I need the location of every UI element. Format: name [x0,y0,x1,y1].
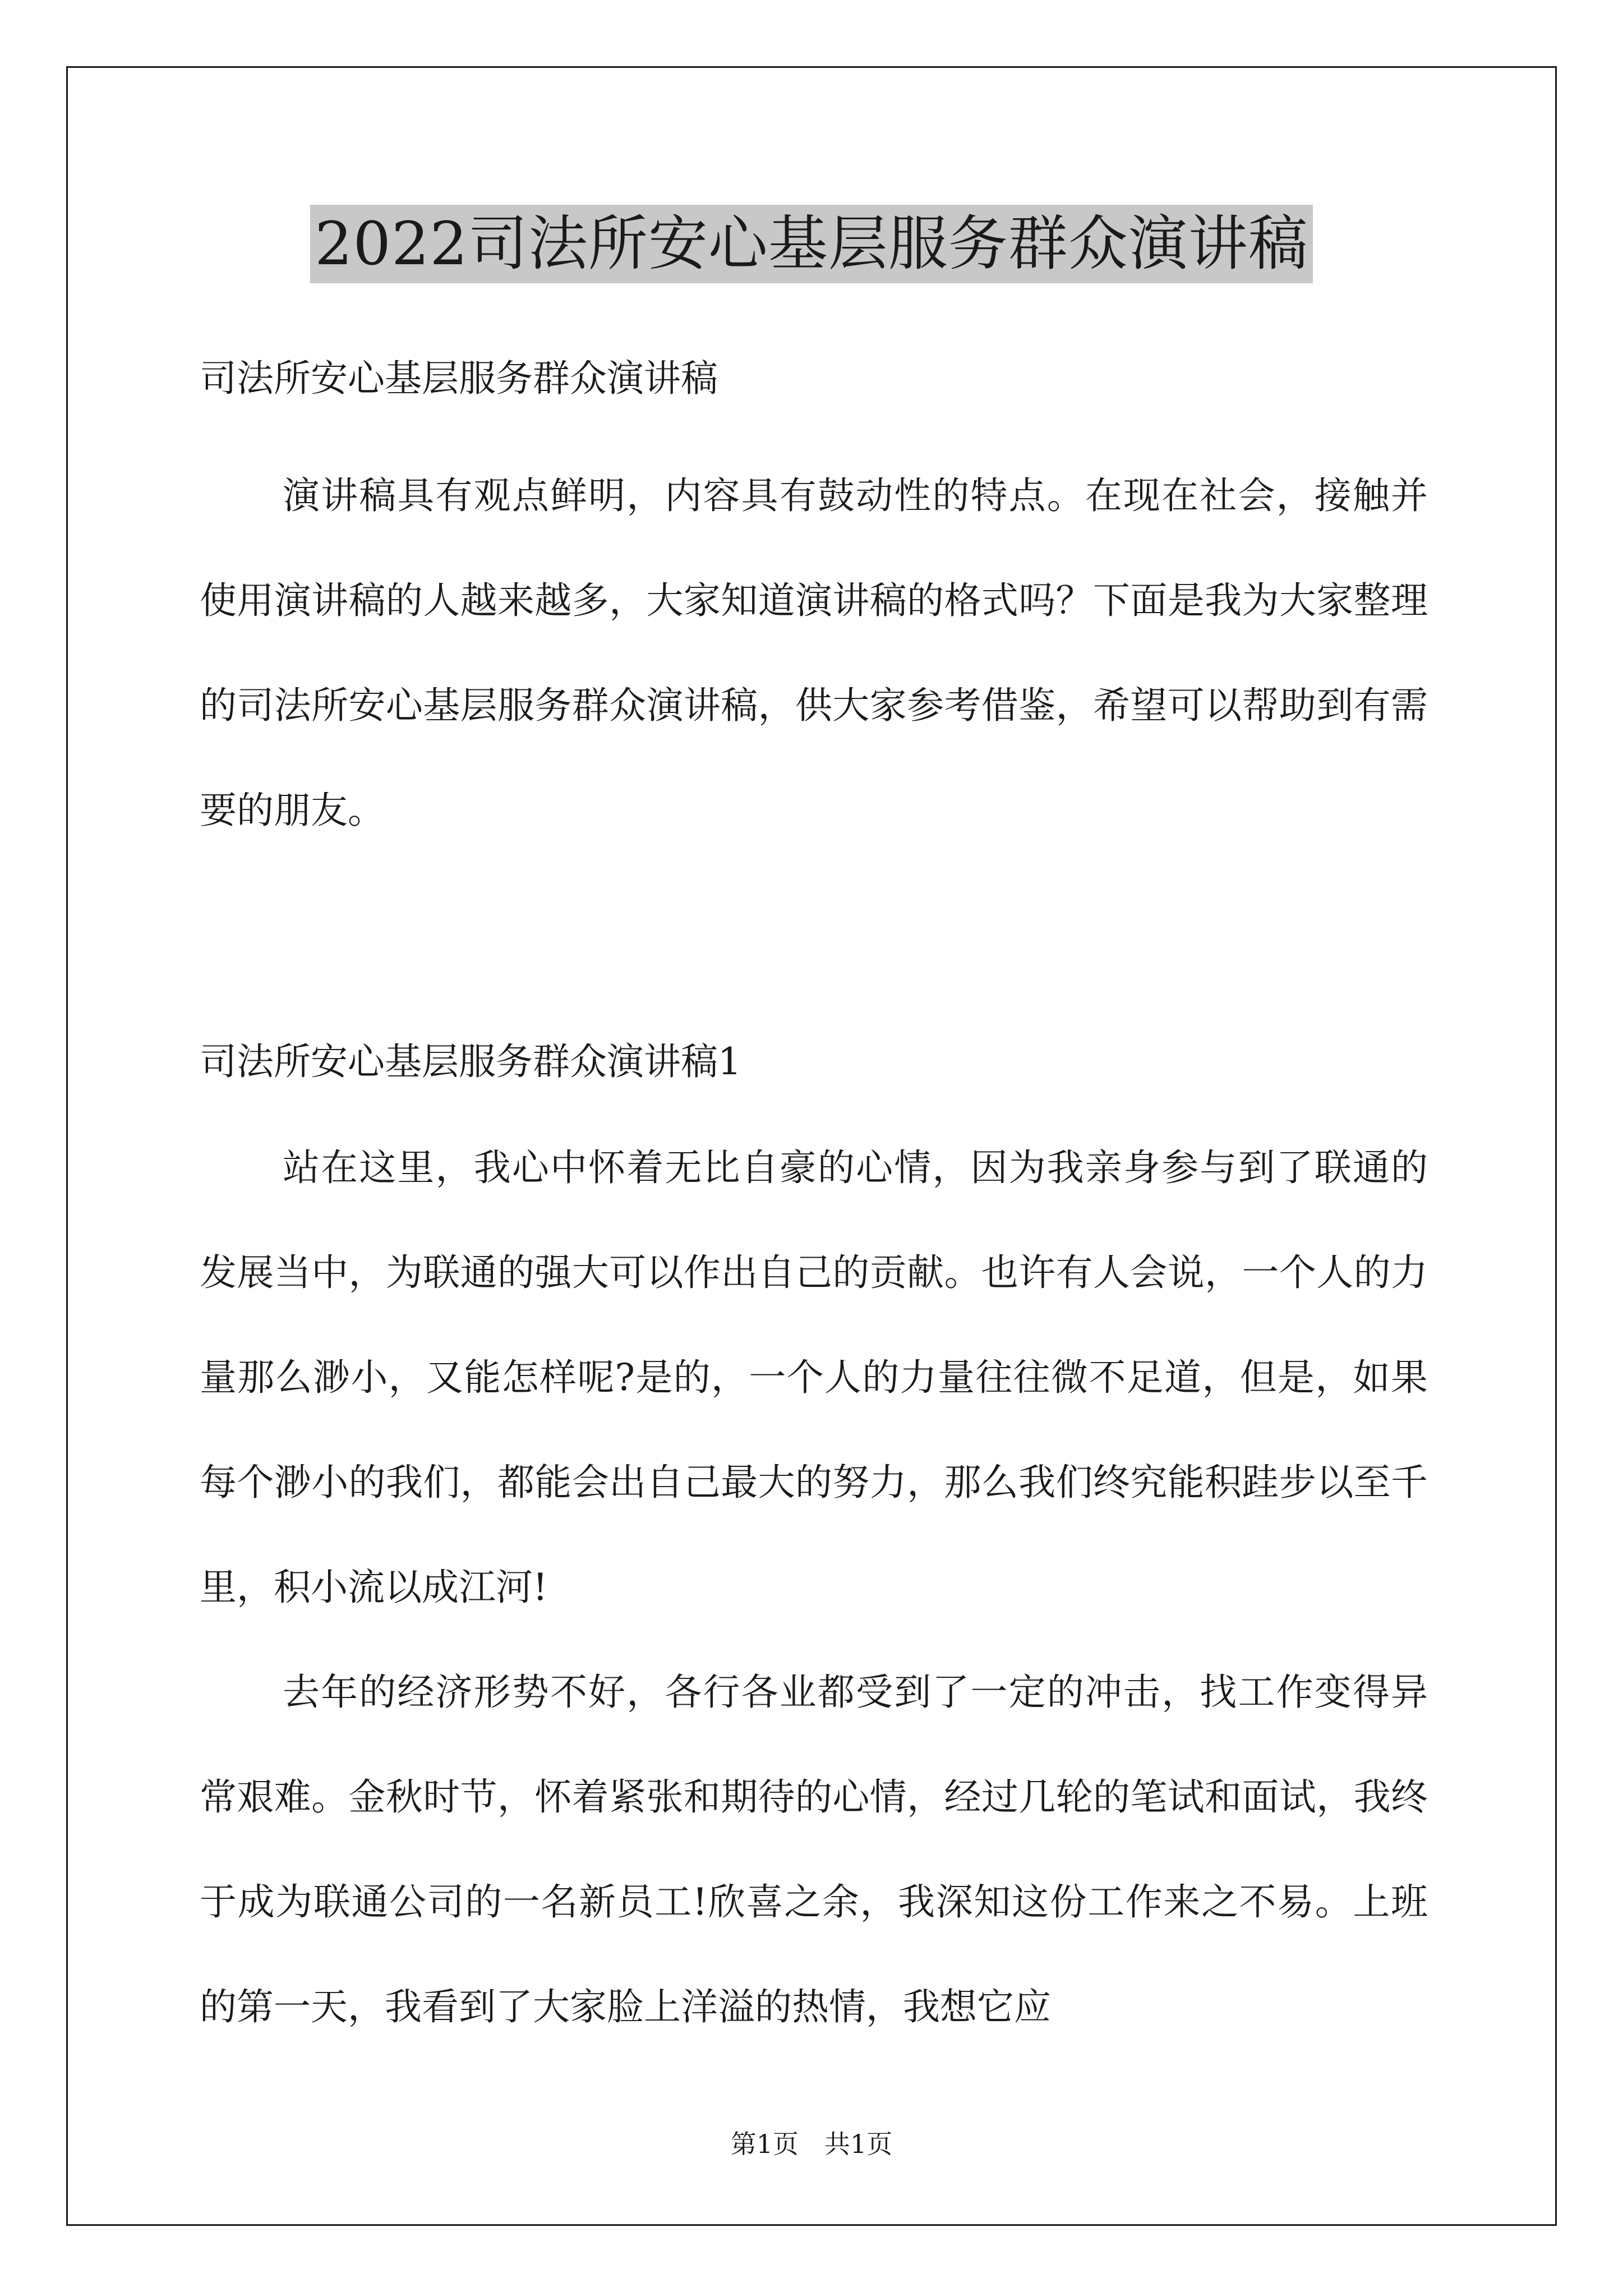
intro-paragraph: 演讲稿具有观点鲜明，内容具有鼓动性的特点。在现在社会，接触并使用演讲稿的人越来越多，大家知道演讲稿的格式吗？下面是我为大家整理的司法所安心基层服务群众演讲稿，供大家参考借鉴，希望可以帮助到有需要的朋友。 [200,474,1428,832]
page-footer: 第1页 共1页 [730,2129,893,2159]
section-paragraph-1: 站在这里，我心中怀着无比自豪的心情，因为我亲身参与到了联通的发展当中，为联通的强大可以作出自己的贡献。也许有人会说，一个人的力量那么渺小，又能怎样呢?是的，一个人的力量往往微不足道，但是，如果每个渺小的我们，都能会出自己最大的努力，那么我们终究能积跬步以至千里，积小流以成江河! [200,1146,1428,1609]
section-heading: 司法所安心基层服务群众演讲稿1 [200,1040,741,1083]
document-body [200,348,1428,2059]
document-subtitle: 司法所安心基层服务群众演讲稿 [200,357,718,400]
section-paragraph-2: 去年的经济形势不好，各行各业都受到了一定的冲击，找工作变得异常艰难。金秋时节，怀着紧张和期待的心情，经过几轮的笔试和面试，我终于成为联通公司的一名新员工!欣喜之余，我深知这份工作来之不易。上班的第一天，我看到了大家脸上洋溢的热情，我想它应 [200,1671,1428,2028]
document-title: 2022司法所安心基层服务群众演讲稿 [310,205,1313,283]
title-container [0,205,1623,283]
